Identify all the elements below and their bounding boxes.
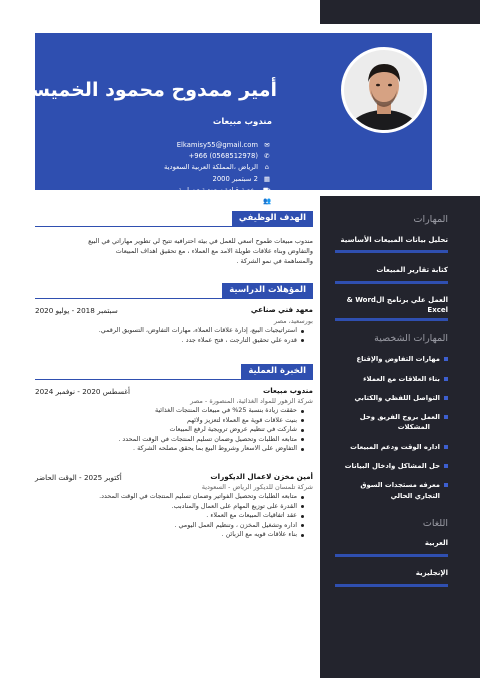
- list-item: استراتيجيات البيع، إدارة علاقات العملاء، مهارات التفاوض، التسويق الرقمي.: [99, 326, 305, 336]
- personal-skill-item: معرفه مستجدات السوق: [360, 480, 448, 490]
- person-name: أمير ممدوح محمود الخميسي: [12, 79, 277, 101]
- skill-bar: [335, 318, 448, 321]
- list-item: متابعه الطلبات وتحصيل الفواتير وضمان تسليم المنتجات في الوقت المحدد.: [99, 492, 305, 502]
- job-company: شركة تلمسان للديكور الرياض - السعودية: [201, 483, 313, 491]
- personal-skills-heading: المهارات الشخصية: [374, 333, 448, 344]
- contact-phone: ✆ +966 (0568512978): [164, 151, 272, 162]
- car-icon: ⛟: [262, 185, 272, 194]
- personal-skill-item-cont: المشكلات: [397, 423, 430, 431]
- objective-line: والتفاوض وبناء علاقات طويلة الامد مع العملاء ، مع تحقيق اهداف المبيعات: [115, 247, 313, 255]
- home-icon: ⌂: [264, 163, 270, 172]
- contact-list: [164, 140, 272, 207]
- skills-heading: المهارات: [413, 214, 448, 225]
- contact-license: ⛟ رخصة قيادة سعودية - سارية: [164, 185, 272, 196]
- language-item: العربية: [424, 539, 448, 547]
- language-bar: [335, 554, 448, 557]
- job-bullets: [99, 492, 305, 540]
- avatar: [341, 47, 427, 133]
- job-date: أكتوبر 2025 - الوقت الحاضر: [35, 473, 122, 482]
- job-title: أمين مخزن لاعمال الديكورات: [210, 472, 313, 481]
- people-icon: 👥: [262, 197, 272, 206]
- calendar-icon: ▦: [263, 174, 271, 183]
- education-date: سبتمبر 2018 - يوليو 2020: [35, 306, 118, 315]
- personal-skill-item: بناء العلاقات مع العملاء: [363, 374, 448, 384]
- list-item: اداره وتشغيل المخزن ، وتنظيم العمل اليومي .: [99, 521, 305, 531]
- list-item: القدرة على توزيع المهام على العمال والمنادبب.: [99, 502, 305, 512]
- section-divider: [35, 379, 313, 380]
- list-item: قدره علي تحقيق التارجت ، فتح عملاء جدد .: [99, 336, 305, 346]
- personal-skill-item: التواصل اللفظي والكتابي: [355, 393, 448, 403]
- objective-heading: الهدف الوظيفي: [232, 211, 313, 226]
- objective-line: والمساهمة في نمو الشركة .: [236, 257, 313, 265]
- job-date: أغسطس 2020 - نوفمبر 2024: [35, 387, 130, 396]
- list-item: حققت زيادة بنسبة 25% في مبيعات المنتجات الغذائية: [118, 406, 305, 416]
- personal-skill-item: العمل بروح الفريق وحل: [360, 412, 448, 422]
- section-divider: [35, 298, 313, 299]
- job-title: مندوب مبيعات: [262, 386, 313, 395]
- school-name: معهد فني صناعي: [250, 305, 313, 314]
- list-item: التفاوض على الاسعار وشروط البيع بما يحقق مصلحه الشركة .: [118, 444, 305, 454]
- skill-item: تحليل بيانات المبيعات الأساسية: [340, 236, 448, 244]
- section-divider: [35, 226, 313, 227]
- email-icon: ✉: [264, 141, 270, 149]
- job-title: مندوب مبيعات: [212, 117, 272, 127]
- square-bullet-icon: [444, 357, 448, 361]
- square-bullet-icon: [444, 464, 448, 468]
- list-item: عقد اتفاقيات المبيعات مع العملاء .: [99, 511, 305, 521]
- language-bar: [335, 584, 448, 587]
- square-bullet-icon: [444, 396, 448, 400]
- contact-birthdate: ▦ 2 سبتمبر 2000: [164, 174, 272, 185]
- square-bullet-icon: [444, 445, 448, 449]
- education-place: بورسعيد، مصر: [273, 317, 313, 325]
- skill-item: العمل علي برنامج ال‏Word &: [346, 296, 448, 304]
- languages-heading: اللغات: [422, 518, 448, 529]
- square-bullet-icon: [444, 415, 448, 419]
- list-item: شاركت في تنظيم عروض ترويجية لرفع المبيعات: [118, 425, 305, 435]
- square-bullet-icon: [444, 483, 448, 487]
- personal-skill-item: اداره الوقت ودعم المبيعات: [350, 442, 448, 452]
- personal-skill-item: مهارات التفاوض والإقناع: [356, 354, 448, 364]
- experience-heading: الخبرة العملية: [241, 364, 313, 379]
- list-item: بنيت علاقات قوية مع العملاء لتعزيز ولائهم: [118, 416, 305, 426]
- personal-skill-item-cont: التجاري الحالي: [390, 492, 440, 500]
- skill-item: كتابة تقارير المبيعات: [376, 266, 448, 274]
- personal-skill-item: حل المشاكل وادخال البيانات: [345, 461, 448, 471]
- contact-email: ✉ Elkamisy55@gmail.com: [164, 140, 272, 151]
- education-bullets: [99, 326, 305, 345]
- objective-line: مندوب مبيعات طموح اسعي للعمل في بيئه احترافيه تتيح لي تطوير مهاراتي في البيع: [88, 237, 313, 245]
- language-item: الإنجليزية: [415, 569, 448, 577]
- job-bullets: [118, 406, 305, 454]
- job-company: شركة الزهور للمواد الغذائية، المنصورة - مصر: [190, 397, 313, 405]
- phone-icon: ✆: [264, 152, 270, 161]
- list-item: متابعه الطلبات وتحصيل وضمان تسليم المنتجات في الوقت المحدد .: [118, 435, 305, 445]
- contact-marital: 👥 أعزب: [164, 196, 272, 207]
- contact-address: ⌂ الرياض ،المملكة العربية السعودية: [164, 162, 272, 173]
- skill-item: Excel: [427, 306, 448, 314]
- list-item: بناء علاقات قويه مع الزبائن .: [99, 530, 305, 540]
- education-heading: المؤهلات الدراسية: [222, 283, 313, 298]
- square-bullet-icon: [444, 377, 448, 381]
- skill-bar: [335, 281, 448, 284]
- skill-bar: [335, 250, 448, 253]
